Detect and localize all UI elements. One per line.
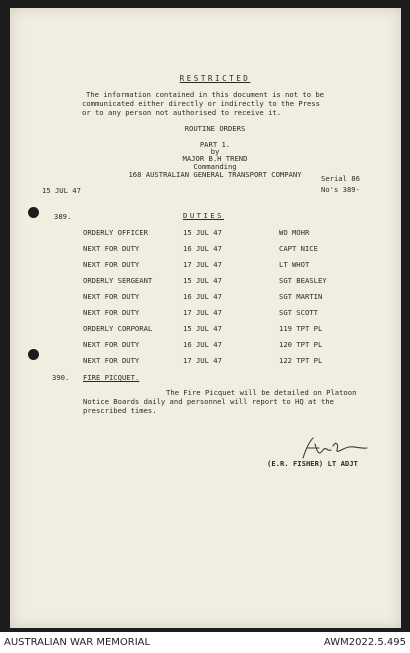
duty-name: NEXT FOR DUTY — [83, 292, 140, 301]
archive-reference: AWM2022.5.495 — [323, 637, 406, 648]
duty-name: ORDERLY CORPORAL — [83, 324, 153, 333]
fire-picquet-text-1: The Fire Picquet will be detailed on Platoon — [166, 388, 357, 397]
duty-person: CAPT NICE — [279, 244, 318, 253]
warning-line-1: The information contained in this document is not to be — [86, 90, 324, 99]
duty-date: 16 JUL 47 — [183, 292, 222, 301]
signature-block: (E.R. FISHER) LT ADJT — [267, 459, 358, 468]
archive-footer — [0, 632, 410, 653]
order-numbers: No's 389- — [321, 185, 360, 194]
duty-name: NEXT FOR DUTY — [83, 308, 140, 317]
duties-number: 389. — [54, 212, 72, 221]
order-date: 15 JUL 47 — [42, 186, 81, 195]
document-page — [10, 8, 401, 628]
serial-number: Serial 86 — [321, 174, 360, 183]
duty-person: SGT MARTIN — [279, 292, 323, 301]
duty-name: NEXT FOR DUTY — [83, 340, 140, 349]
duty-date: 16 JUL 47 — [183, 244, 222, 253]
unit-name: 168 AUSTRALIAN GENERAL TRANSPORT COMPANY — [128, 170, 302, 179]
duty-person: 122 TPT PL — [279, 356, 323, 365]
part-label: PART 1. — [199, 140, 231, 149]
warning-line-3: or to any person not authorised to receive it. — [82, 108, 282, 117]
duty-person: SGT BEASLEY — [279, 276, 327, 285]
duty-name: NEXT FOR DUTY — [83, 260, 140, 269]
duty-date: 17 JUL 47 — [183, 356, 222, 365]
commanding-label: Commanding — [193, 162, 237, 171]
fire-picquet-number: 390. — [52, 373, 70, 382]
duty-date: 16 JUL 47 — [183, 340, 222, 349]
fire-picquet-text-2: Notice Boards daily and personnel will report to HQ at the — [83, 397, 334, 406]
duty-date: 17 JUL 47 — [183, 260, 222, 269]
punch-hole-top — [28, 207, 39, 218]
duty-date: 17 JUL 47 — [183, 308, 222, 317]
duty-person: 120 TPT PL — [279, 340, 323, 349]
duty-person: LT WHOT — [279, 260, 310, 269]
duty-name: NEXT FOR DUTY — [83, 356, 140, 365]
duty-person: SGT SCOTT — [279, 308, 318, 317]
warning-line-2: communicated either directly or indirectly to the Press — [82, 99, 320, 108]
duty-date: 15 JUL 47 — [183, 228, 222, 237]
duty-person: 119 TPT PL — [279, 324, 323, 333]
punch-hole-bottom — [28, 349, 39, 360]
fire-picquet-heading: FIRE PICQUET. — [83, 373, 140, 382]
archive-name: AUSTRALIAN WAR MEMORIAL — [4, 637, 151, 648]
classification-heading: RESTRICTED — [179, 74, 251, 83]
duty-name: NEXT FOR DUTY — [83, 244, 140, 253]
duty-date: 15 JUL 47 — [183, 276, 222, 285]
duty-name: ORDERLY SERGEANT — [83, 276, 153, 285]
document-title: ROUTINE ORDERS — [184, 124, 246, 133]
duties-heading: DUTIES — [183, 211, 224, 220]
duty-name: ORDERLY OFFICER — [83, 228, 148, 237]
fire-picquet-text-3: prescribed times. — [83, 406, 157, 415]
duty-date: 15 JUL 47 — [183, 324, 222, 333]
duty-person: WO MOHR — [279, 228, 310, 237]
by-label: by — [210, 147, 220, 156]
commanding-officer: MAJOR B.H TREND — [182, 154, 248, 163]
